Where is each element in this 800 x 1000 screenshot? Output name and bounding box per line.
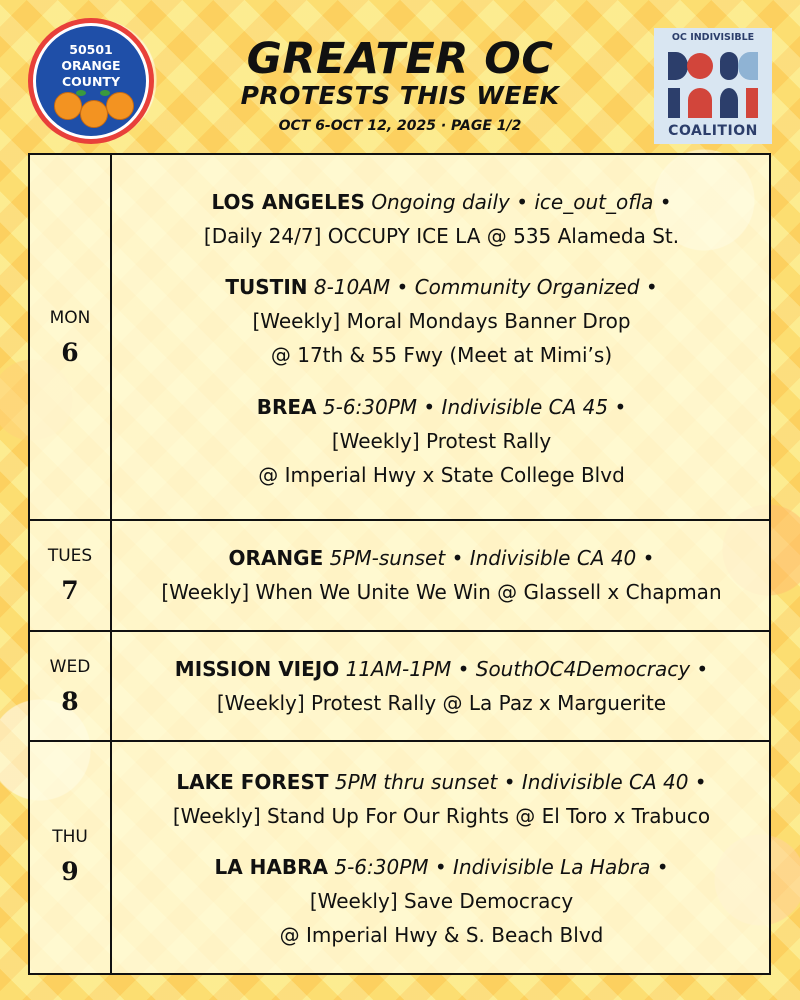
orange-fruit-icon	[54, 92, 82, 120]
day-number: 8	[61, 687, 79, 716]
event-tustin	[114, 270, 769, 372]
coalition-logo-top-text: OC INDIVISIBLE	[671, 32, 755, 43]
event-city: LAKE FOREST	[176, 770, 329, 794]
title-protests-this-week: PROTESTS THIS WEEK	[240, 81, 560, 110]
event-line: [Weekly] Moral Mondays Banner Drop	[252, 309, 631, 333]
event-lake-forest	[114, 765, 769, 833]
event-meta: 5-6:30PM • Indivisible La Habra •	[334, 855, 669, 879]
day-name: THU	[52, 827, 88, 847]
date-range-subtitle: OCT 6-OCT 12, 2025 · PAGE 1/2	[278, 118, 522, 134]
coalition-logo-bottom-text: COALITION	[668, 123, 758, 139]
event-meta: Ongoing daily • ice_out_ofla •	[371, 190, 672, 214]
event-brea	[114, 390, 769, 492]
day-cell	[30, 155, 112, 519]
event-la-habra	[114, 850, 769, 952]
orange-fruit-icon	[106, 92, 134, 120]
event-city: LA HABRA	[214, 855, 328, 879]
day-number: 6	[61, 338, 79, 367]
day-name: TUES	[47, 546, 93, 566]
event-city: BREA	[256, 395, 317, 419]
day-row-thu	[30, 742, 769, 973]
event-meta: 11AM-1PM • SouthOC4Democracy •	[345, 657, 709, 681]
event-line: [Weekly] Protest Rally @ La Paz x Marguerite	[216, 691, 667, 715]
day-row-tues	[30, 521, 769, 632]
day-row-wed	[30, 632, 769, 742]
logo-text-50501: 50501	[69, 42, 113, 57]
event-line: [Weekly] When We Unite We Win @ Glassell x Chapman	[161, 580, 722, 604]
day-name: WED	[49, 657, 91, 677]
leaf-icon	[76, 90, 86, 96]
event-line: @ Imperial Hwy & S. Beach Blvd	[279, 923, 604, 947]
day-number: 9	[61, 857, 79, 886]
day-number: 7	[61, 576, 79, 605]
event-line: [Weekly] Protest Rally	[331, 429, 552, 453]
header	[0, 0, 800, 150]
day-cell	[30, 632, 112, 740]
event-city: LOS ANGELES	[211, 190, 365, 214]
event-line: [Weekly] Save Democracy	[309, 889, 574, 913]
event-los-angeles	[114, 185, 769, 253]
day-cell	[30, 521, 112, 630]
event-mission-viejo	[114, 652, 769, 720]
orange-fruit-icon	[80, 100, 108, 128]
event-line: [Daily 24/7] OCCUPY ICE LA @ 535 Alameda St.	[203, 224, 680, 248]
event-meta: 5-6:30PM • Indivisible CA 45 •	[322, 395, 627, 419]
event-line: @ 17th & 55 Fwy (Meet at Mimi’s)	[270, 343, 613, 367]
logo-text-county: COUNTY	[62, 74, 120, 89]
event-city: TUSTIN	[225, 275, 308, 299]
event-orange	[114, 541, 769, 609]
event-line: @ Imperial Hwy x State College Blvd	[258, 463, 625, 487]
day-row-mon	[30, 155, 769, 521]
page-title	[180, 36, 620, 110]
event-city: MISSION VIEJO	[174, 657, 340, 681]
leaf-icon	[100, 90, 110, 96]
event-meta: 8-10AM • Community Organized •	[313, 275, 658, 299]
oc-indivisible-coalition-logo	[654, 28, 772, 144]
event-meta: 5PM thru sunset • Indivisible CA 40 •	[334, 770, 707, 794]
event-city: ORANGE	[228, 546, 324, 570]
day-name: MON	[49, 308, 91, 328]
event-line: [Weekly] Stand Up For Our Rights @ El Toro x Trabuco	[172, 804, 711, 828]
day-cell	[30, 742, 112, 973]
50501-orange-county-logo	[28, 18, 154, 144]
event-meta: 5PM-sunset • Indivisible CA 40 •	[329, 546, 655, 570]
title-greater-oc: GREATER OC	[246, 34, 554, 84]
weekly-schedule-table	[28, 153, 771, 975]
logo-text-orange: ORANGE	[61, 58, 121, 73]
